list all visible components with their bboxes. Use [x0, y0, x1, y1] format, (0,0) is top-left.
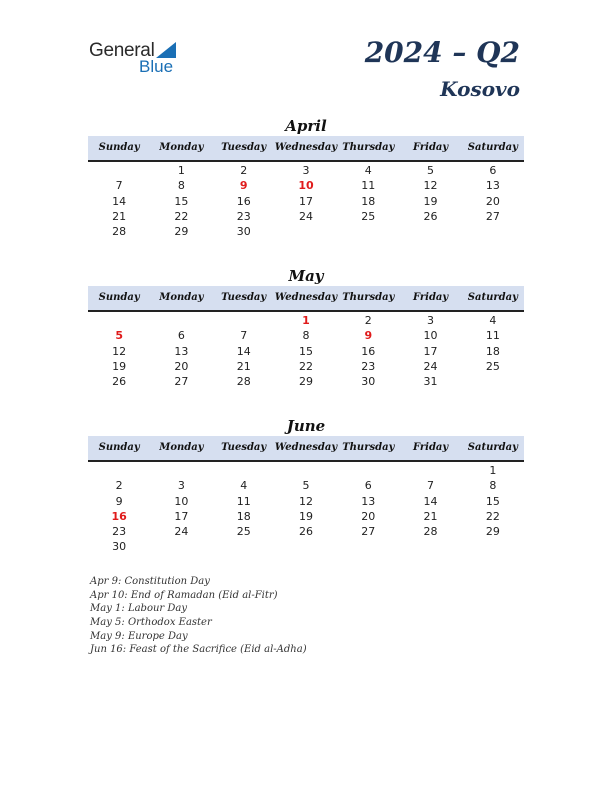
holiday-date: 10: [298, 179, 314, 193]
calendar-date: 13: [174, 344, 189, 358]
calendar-date: 8: [489, 479, 497, 493]
calendar-date: 25: [485, 359, 500, 373]
calendar-date: [399, 463, 461, 478]
calendar-date: 2: [364, 314, 372, 327]
week-row: [88, 374, 524, 389]
calendar-date: 13: [361, 494, 376, 508]
calendar-date: 11: [485, 329, 500, 343]
calendar-date: 17: [298, 194, 313, 208]
holiday-date: 9: [239, 179, 248, 193]
calendar-date: 6: [177, 329, 185, 343]
calendar-date: 2: [115, 479, 123, 493]
week-row: [88, 494, 524, 509]
calendar-date: 20: [174, 359, 189, 373]
calendar-date: 5: [302, 479, 310, 493]
holiday-date: 16: [111, 509, 127, 523]
calendar-date: 20: [361, 509, 376, 523]
calendar-date: 22: [298, 359, 313, 373]
calendar-date: 27: [485, 209, 500, 223]
calendar-date: 29: [174, 225, 189, 239]
calendar-date: 4: [364, 164, 372, 177]
calendar-date: 15: [298, 344, 313, 358]
calendar-date: 20: [485, 194, 500, 208]
calendar-date: 15: [485, 494, 500, 508]
weekday-header: Tuesday: [221, 142, 267, 153]
calendar-date: 26: [298, 525, 313, 539]
calendar-date: [213, 313, 275, 328]
weekday-header: Friday: [412, 142, 449, 153]
calendar-date: 28: [423, 525, 438, 539]
calendar-date: 11: [361, 179, 376, 193]
week-row: [88, 163, 524, 178]
weekday-header-row: [88, 286, 524, 312]
weekday-header: Wednesday: [274, 142, 338, 153]
calendar-date: 1: [177, 164, 185, 177]
calendar-date: 13: [485, 179, 500, 193]
weekday-header: Saturday: [467, 442, 518, 453]
calendar-date: 6: [364, 479, 372, 493]
calendar-date: 7: [115, 179, 123, 193]
calendar-date: 23: [236, 209, 251, 223]
weekday-header-row: [88, 436, 524, 462]
month-name: April: [285, 117, 327, 135]
calendar-date: [337, 463, 399, 478]
weekday-header: Sunday: [98, 142, 140, 153]
holiday-note: Jun 16: Feast of the Sacrifice (Eid al-Adha): [90, 644, 307, 656]
calendar-date: 26: [423, 209, 438, 223]
calendar-date: 12: [298, 494, 313, 508]
week-row: [88, 344, 524, 359]
calendar-date: 22: [485, 509, 500, 523]
holiday-note: Apr 9: Constitution Day: [90, 576, 210, 587]
page-title: 2024 – Q2: [364, 36, 520, 69]
calendar-date: [462, 224, 524, 239]
weekday-header: Wednesday: [274, 442, 338, 453]
calendar-date: 22: [174, 209, 189, 223]
calendar-date: 3: [177, 479, 185, 493]
calendar-date: 27: [361, 525, 376, 539]
calendar-date: 25: [236, 525, 251, 539]
calendar-date: 30: [361, 375, 376, 389]
calendar-date: [275, 539, 337, 554]
weekday-header: Saturday: [467, 142, 518, 153]
calendar-date: 14: [112, 194, 127, 208]
calendar-date: 11: [236, 494, 251, 508]
calendar-date: 5: [427, 164, 435, 177]
calendar-date: 21: [236, 359, 251, 373]
calendar-date: 14: [236, 344, 251, 358]
logo: [89, 40, 199, 80]
weekday-header: Friday: [412, 442, 449, 453]
logo-triangle-icon: [156, 42, 176, 58]
weekday-header: Saturday: [467, 292, 518, 303]
calendar-date: 24: [174, 525, 189, 539]
calendar-date: 3: [427, 314, 435, 327]
calendar-date: 19: [112, 359, 127, 373]
week-row: [88, 328, 524, 343]
calendar-date: [150, 463, 212, 478]
calendar-date: 14: [423, 494, 438, 508]
calendar-date: 23: [361, 359, 376, 373]
calendar-date: 30: [236, 225, 251, 239]
page-subtitle: Kosovo: [440, 77, 520, 101]
calendar-date: 8: [302, 329, 310, 343]
holiday-note: May 5: Orthodox Easter: [90, 617, 212, 629]
week-row: [88, 209, 524, 224]
calendar-date: 23: [112, 525, 127, 539]
calendar-date: 16: [236, 194, 251, 208]
calendar-date: 7: [427, 479, 435, 493]
calendar-date: 10: [174, 494, 189, 508]
calendar-date: 12: [423, 179, 438, 193]
weekday-header: Sunday: [98, 292, 140, 303]
week-row: [88, 524, 524, 539]
weekday-header: Monday: [159, 442, 204, 453]
calendar-date: 24: [423, 359, 438, 373]
logo-blue-text: Blue: [139, 57, 174, 76]
calendar-date: [337, 224, 399, 239]
weekday-header: Tuesday: [221, 442, 267, 453]
calendar-date: [88, 463, 150, 478]
calendar-date: [88, 163, 150, 178]
calendar-date: 30: [112, 540, 127, 554]
weekday-header: Monday: [159, 142, 204, 153]
calendar-date: 27: [174, 375, 189, 389]
logo-general-text: General: [89, 40, 155, 61]
calendar-date: 28: [112, 225, 127, 239]
calendar-date: 17: [423, 344, 438, 358]
weekday-header: Thursday: [342, 292, 395, 303]
calendar-date: 4: [240, 479, 248, 493]
calendar-date: 25: [361, 209, 376, 223]
weekday-header: Thursday: [342, 442, 395, 453]
calendar-date: [462, 539, 524, 554]
calendar-date: [213, 539, 275, 554]
week-row: [88, 509, 524, 524]
week-row: [88, 478, 524, 493]
weekday-header-row: [88, 136, 524, 162]
weekday-header: Tuesday: [221, 292, 267, 303]
holiday-note: May 9: Europe Day: [90, 630, 188, 642]
weekday-header: Monday: [159, 292, 204, 303]
calendar-date: [337, 539, 399, 554]
week-row: [88, 224, 524, 239]
calendar-date: 8: [177, 179, 185, 193]
calendar-date: 26: [112, 375, 127, 389]
calendar-date: [399, 539, 461, 554]
calendar-date: 15: [174, 194, 189, 208]
calendar-date: 9: [115, 494, 123, 508]
calendar-date: 18: [236, 509, 251, 523]
calendar-date: 29: [485, 525, 500, 539]
month-name: June: [286, 417, 326, 435]
week-row: [88, 194, 524, 209]
calendar-date: 6: [489, 164, 497, 177]
calendar-date: 19: [298, 509, 313, 523]
calendar-date: 31: [423, 375, 438, 389]
week-row: [88, 313, 524, 328]
month-may: [88, 266, 524, 389]
weekday-header: Wednesday: [274, 292, 338, 303]
holiday-note: Apr 10: End of Ramadan (Eid al-Fitr): [90, 589, 278, 601]
week-row: [88, 178, 524, 193]
calendar-date: 2: [240, 164, 248, 177]
calendar-date: 21: [423, 509, 438, 523]
calendar-date: [275, 224, 337, 239]
calendar-date: 24: [298, 209, 313, 223]
calendar-date: [462, 374, 524, 389]
calendar-date: [275, 463, 337, 478]
weekday-header: Sunday: [98, 442, 140, 453]
week-row: [88, 463, 524, 478]
calendar-date: 12: [112, 344, 127, 358]
calendar-date: 18: [361, 194, 376, 208]
calendar-date: 10: [423, 329, 438, 343]
calendar-date: 7: [240, 329, 248, 343]
holiday-date: 1: [302, 314, 310, 327]
calendar-date: [88, 313, 150, 328]
calendar-date: 28: [236, 375, 251, 389]
calendar-date: 16: [361, 344, 376, 358]
month-april: [88, 116, 524, 239]
calendar-date: 18: [485, 344, 500, 358]
holiday-date: 9: [364, 329, 373, 343]
calendar-date: [150, 539, 212, 554]
calendar-date: [213, 463, 275, 478]
holiday-notes: [90, 575, 307, 657]
month-june: [88, 416, 524, 555]
calendar-date: 17: [174, 509, 189, 523]
holiday-date: 5: [115, 329, 123, 343]
calendar-date: 1: [489, 464, 497, 477]
calendar-date: [399, 224, 461, 239]
calendar-date: [150, 313, 212, 328]
week-row: [88, 539, 524, 554]
calendar-date: 29: [298, 375, 313, 389]
month-name: May: [288, 267, 324, 285]
calendar-date: 4: [489, 314, 497, 327]
weekday-header: Friday: [412, 292, 449, 303]
calendar-date: 21: [112, 209, 127, 223]
holiday-note: May 1: Labour Day: [90, 603, 187, 615]
week-row: [88, 359, 524, 374]
weekday-header: Thursday: [342, 142, 395, 153]
calendar-date: 3: [302, 164, 310, 177]
calendar-date: 19: [423, 194, 438, 208]
